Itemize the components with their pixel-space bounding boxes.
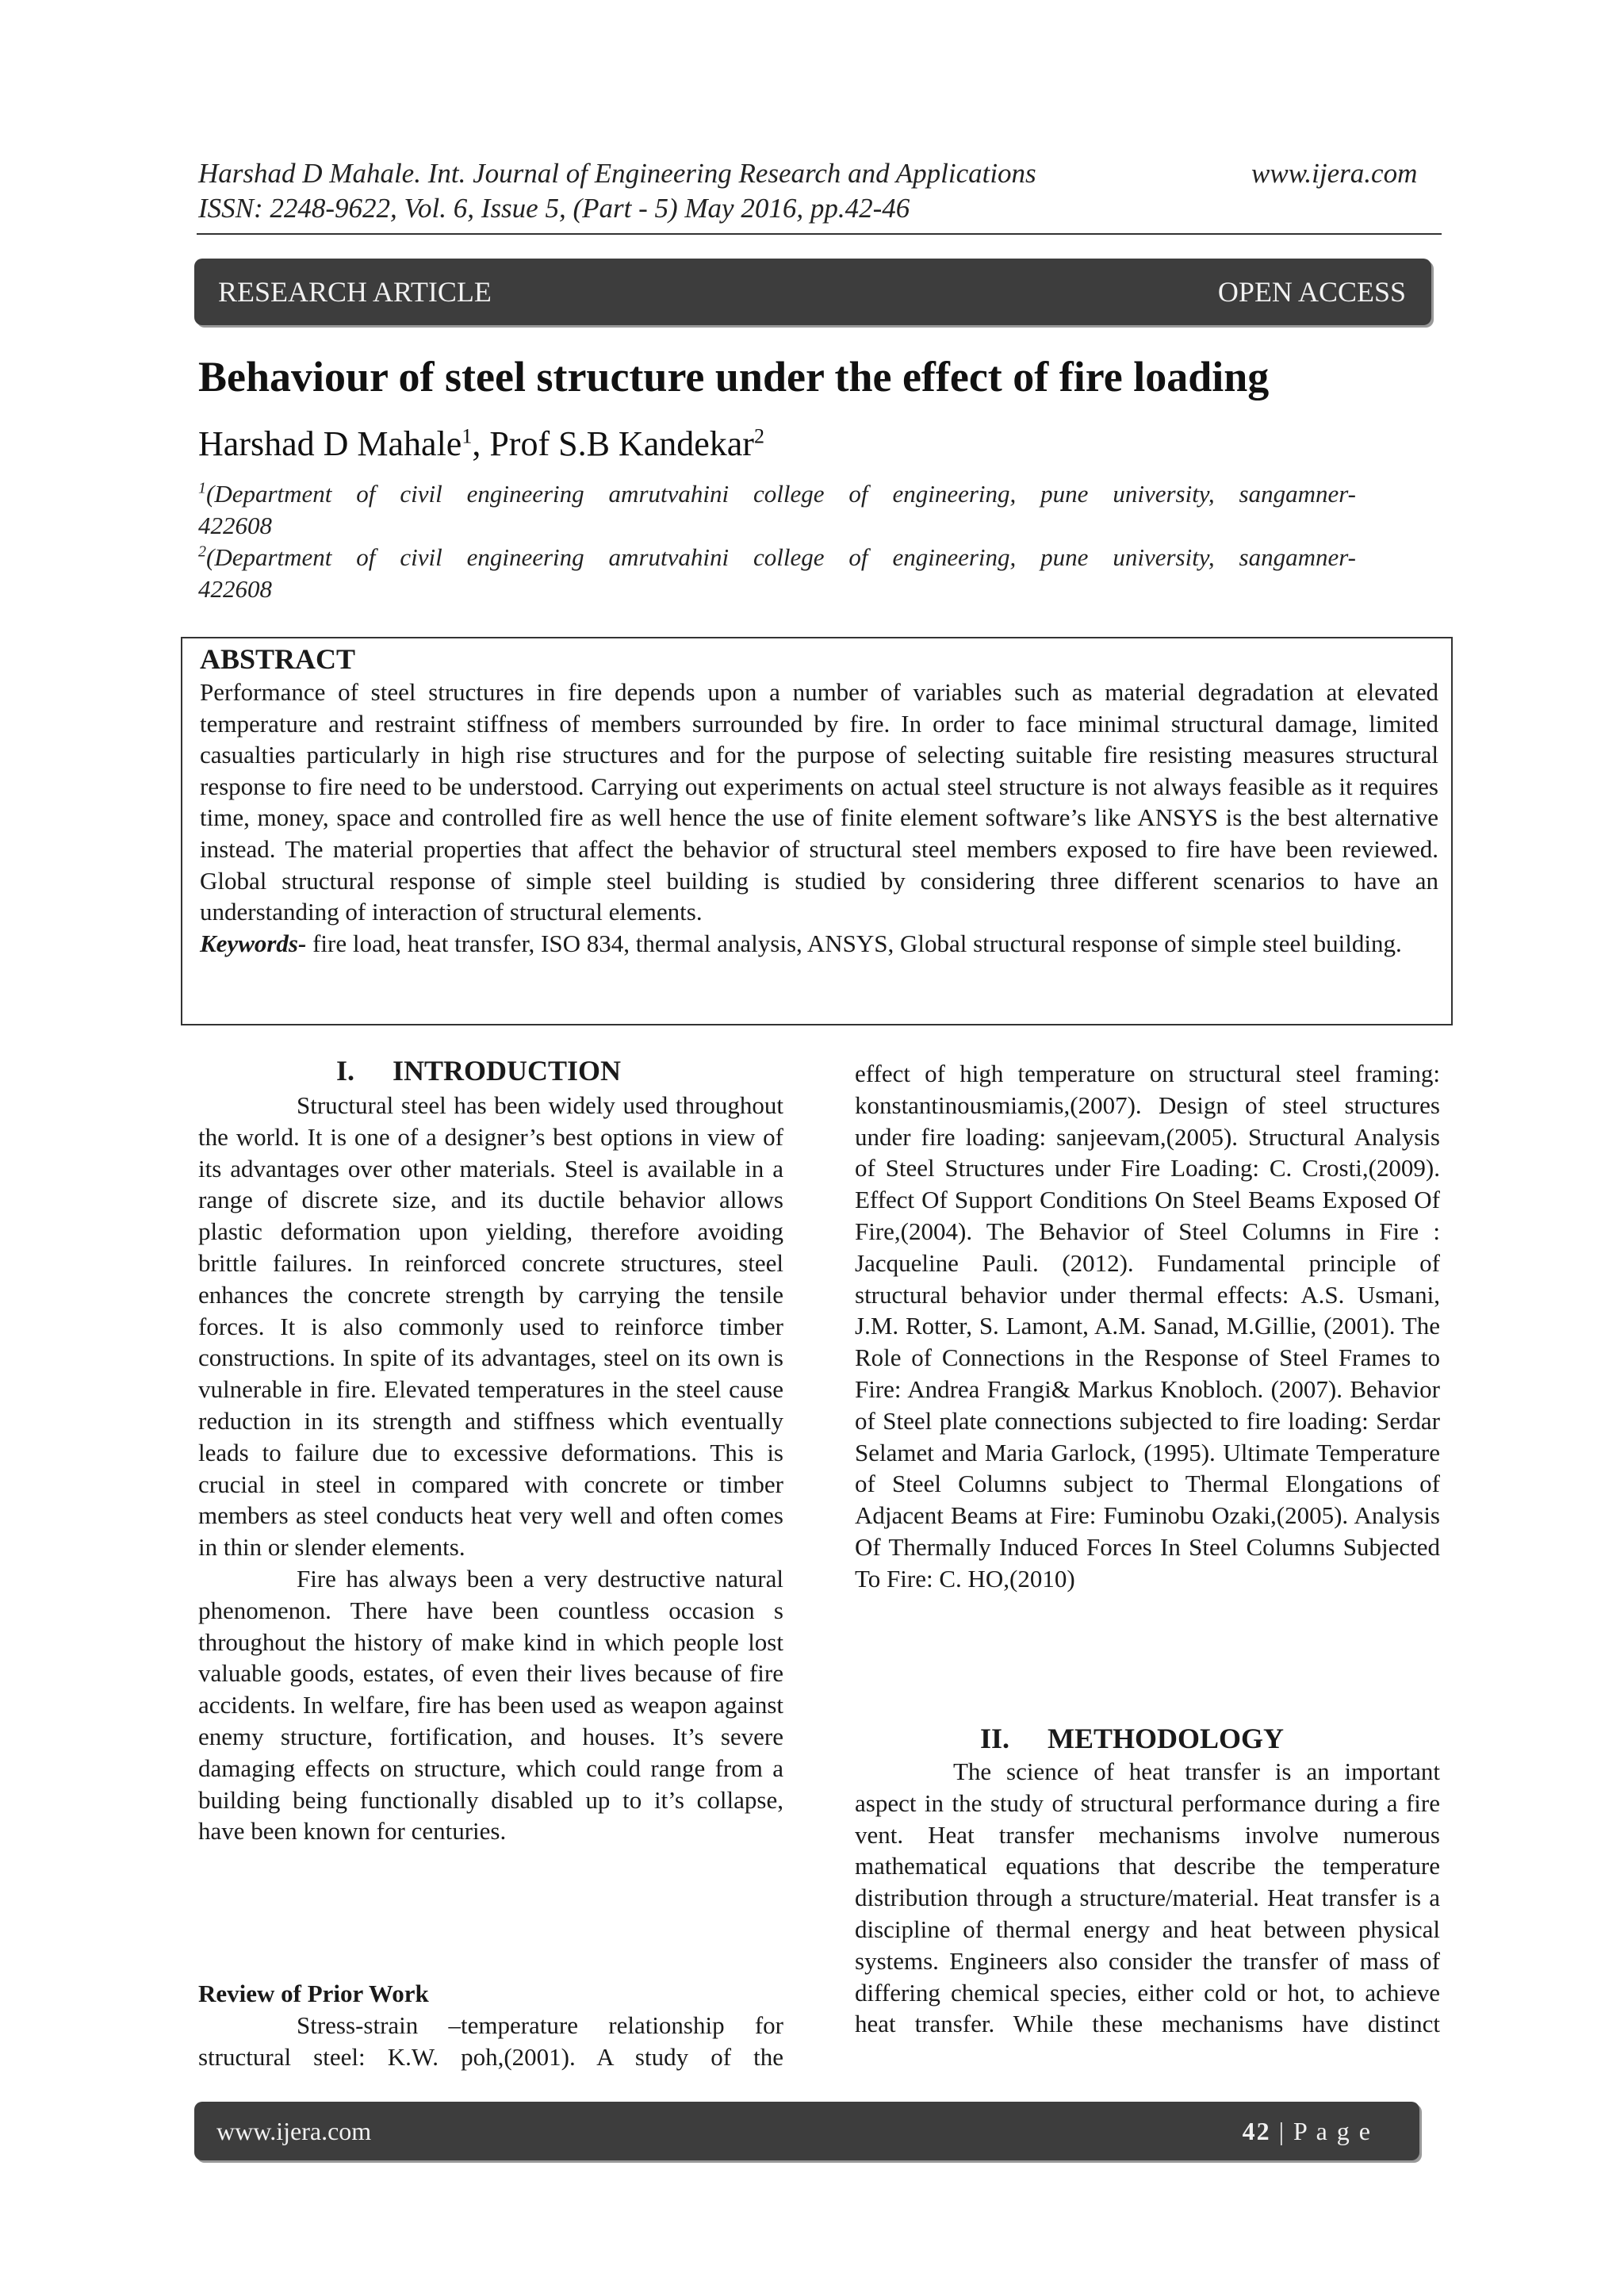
author-1: Harshad D Mahale (198, 424, 462, 463)
author-2-affil-mark: 2 (753, 424, 764, 448)
review-paragraph-1: Stress-strain –temperature relationship for structural steel: K.W. poh,(2001). A study of the (198, 2011, 783, 2071)
paper-title: Behaviour of steel structure under the effect of fire loading (198, 353, 1270, 401)
intro-paragraph-2: Fire has always been a very destructive natural phenomenon. There have been countless occasion s throughout the history of make kind in which people lost valuable goods, estates, of even their lives because of fire accidents. In welfare, fire has been used as weapon against enemy structure, fortification, and houses. It’s severe damaging effects on structure, which could range from a building being functionally disabled up to it’s collapse, have been known for centuries. (198, 1564, 783, 1846)
author-2: Prof S.B Kandekar (489, 424, 754, 463)
page-number: 42 (1242, 2117, 1271, 2145)
intro-paragraph-1: Structural steel has been widely used throughout the world. It is one of a designer’s best options in view of its advantages over other materials. Steel is available in a range of discrete size, and its ductile behavior allows plastic deformation upon yielding, therefore avoiding brittle failures. In reinforced concrete structures, steel enhances the concrete strength by carrying the tensile forces. It is also commonly used to reinforce timber constructions. In spite of its advantages, steel on its own is vulnerable in fire. Elevated temperatures in the steel cause reduction in its strength and stiffness which eventually leads to failure due to excessive deformations. This is crucial in steel in compared with concrete or timber members as steel conducts heat very well and often comes in thin or slender elements. (198, 1091, 783, 1562)
affiliation-2 (198, 542, 1356, 573)
footer-website[interactable]: www.ijera.com (216, 2117, 372, 2145)
affiliation-1 (198, 478, 1356, 510)
keywords-text: fire load, heat transfer, ISO 834, thermal analysis, ANSYS, Global structural response of simple steel building. (306, 929, 1402, 957)
abstract-box (181, 637, 1453, 1025)
abstract-heading: ABSTRACT (200, 643, 356, 675)
page-indicator (1243, 2102, 1372, 2160)
affiliation-1-text: (Department of civil engineering amrutvahini college of engineering, pune university, sangamner- (206, 480, 1356, 508)
journal-citation-line2: ISSN: 2248-9622, Vol. 6, Issue 5, (Part - 5) May 2016, pp.42-46 (198, 193, 910, 224)
review-continuation (855, 1058, 1440, 1595)
abstract-body (200, 677, 1438, 959)
section-heading-introduction (336, 1053, 621, 1088)
section-title: METHODOLOGY (1048, 1723, 1285, 1754)
review-body (198, 2010, 783, 2073)
page-footer (194, 2102, 1419, 2160)
affiliation-2-mark: 2 (198, 542, 206, 561)
author-list (198, 420, 764, 468)
section-title: INTRODUCTION (393, 1055, 622, 1087)
open-access-label: OPEN ACCESS (1217, 276, 1406, 308)
affiliation-2-text: (Department of civil engineering amrutvahini college of engineering, pune university, sangamner- (206, 543, 1356, 571)
section-number: I. (336, 1055, 355, 1087)
review-references: effect of high temperature on structural steel framing: konstantinousmiamis,(2007). Design of steel structures under fire loading: sanjeevam,(2005). Structural Analysis of Steel Structures under Fire Loading: C. Crosti,(2009). Effect Of Support Conditions On Steel Beams Exposed Of Fire,(2004). The Behavior of Steel Columns in Fire : Jacqueline Pauli. (2012). Fundamental principle of structural behavior under thermal effects: A.S. Usmani, J.M. Rotter, S. Lamont, A.M. Sanad, M.Gillie, (2001). The Role of Connections in the Response of Steel Frames to Fire: Andrea Frangi& Markus Knobloch. (2007). Behavior of Steel plate connections subjected to fire loading: Serdar Selamet and Maria Garlock, (1995). Ultimate Temperature of Steel Columns subject to Thermal Elongations of Adjacent Beams at Fire: Fuminobu Ozaki,(2005). Analysis Of Thermally Induced Forces In Steel Columns Subjected To Fire: C. HO,(2010) (855, 1060, 1440, 1593)
article-type-label: RESEARCH ARTICLE (218, 276, 492, 308)
methodology-paragraph-1: The science of heat transfer is an important aspect in the study of structural performance during a fire vent. Heat transfer mechanisms involve numerous mathematical equations that describe the temperature distribution through a structure/material. Heat transfer is a discipline of thermal energy and heat between physical systems. Engineers also consider the transfer of mass of differing chemical species, either cold or hot, to achieve heat transfer. While these mechanisms have distinct (855, 1757, 1440, 2038)
article-banner (194, 259, 1431, 325)
author-1-affil-mark: 1 (462, 424, 473, 448)
section-number: II. (980, 1723, 1010, 1754)
section-heading-methodology (980, 1721, 1284, 1756)
abstract-text: Performance of steel structures in fire depends upon a number of variables such as material degradation at elevated temperature and restraint stiffness of members surrounded by fire. In order to face minimal structural damage, limited casualties particularly in high rise structures and for the purpose of selecting suitable fire resisting measures structural response to fire need to be understood. Carrying out experiments on actual steel structure is not always feasible as it requires time, money, space and controlled fire as well hence the use of finite element software’s like ANSYS is the best alternative instead. The material properties that affect the behavior of structural steel members exposed to fire have been reviewed. Global structural response of simple steel building is studied by considering three different scenarios to have an understanding of interaction of structural elements. (200, 678, 1438, 926)
journal-website[interactable]: www.ijera.com (1251, 158, 1418, 189)
affiliation-2-pin: 422608 (198, 575, 272, 603)
header-rule (197, 233, 1442, 235)
journal-citation-line1: Harshad D Mahale. Int. Journal of Engineering Research and Applications (198, 158, 1036, 189)
page-label: | P a g e (1270, 2117, 1372, 2145)
introduction-body (198, 1090, 783, 1847)
methodology-body (855, 1756, 1440, 2040)
affiliation-1-pin: 422608 (198, 512, 272, 539)
affiliation-1-mark: 1 (198, 479, 206, 497)
review-heading: Review of Prior Work (198, 1980, 429, 2007)
author-separator: , (472, 424, 490, 463)
keywords-line (200, 928, 1438, 960)
keywords-label: Keywords- (200, 929, 307, 957)
